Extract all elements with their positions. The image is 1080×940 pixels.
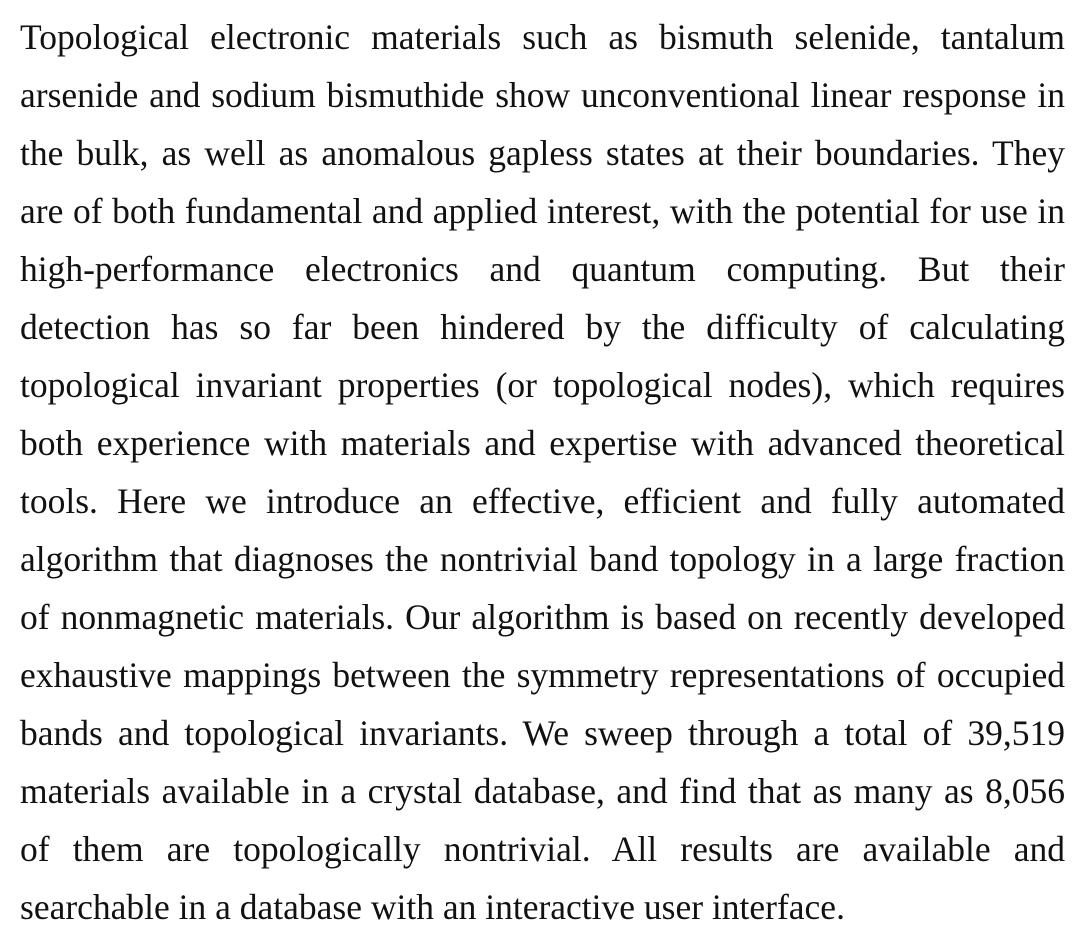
text-line: are of both fundamental and applied interest, with the potential for use in xyxy=(20,191,1065,231)
text-line: the bulk, as well as anomalous gapless states at their boundaries. They xyxy=(20,133,1065,173)
text-line: materials available in a crystal database, and find that as many as 8,056 xyxy=(20,771,1065,811)
text-line: bands and topological invariants. We sweep through a total of 39,519 xyxy=(20,713,1065,753)
text-line: high-performance electronics and quantum computing. But their xyxy=(20,249,1065,289)
text-line: tools. Here we introduce an effective, efficient and fully automated xyxy=(20,481,1065,521)
text-line: arsenide and sodium bismuthide show unconventional linear response in xyxy=(20,75,1065,115)
text-line: of them are topologically nontrivial. All results are available and xyxy=(20,829,1065,869)
text-line: both experience with materials and expertise with advanced theoretical xyxy=(20,423,1065,463)
text-line: exhaustive mappings between the symmetry representations of occupied xyxy=(20,655,1065,695)
text-line: detection has so far been hindered by the difficulty of calculating xyxy=(20,307,1065,347)
text-line: topological invariant properties (or topological nodes), which requires xyxy=(20,365,1065,405)
text-line: Topological electronic materials such as bismuth selenide, tantalum xyxy=(20,17,1065,57)
abstract-paragraph xyxy=(20,8,1065,936)
text-line: algorithm that diagnoses the nontrivial band topology in a large fraction xyxy=(20,539,1065,579)
text-line: of nonmagnetic materials. Our algorithm is based on recently developed xyxy=(20,597,1065,637)
text-line-last: searchable in a database with an interactive user interface. xyxy=(20,887,845,927)
